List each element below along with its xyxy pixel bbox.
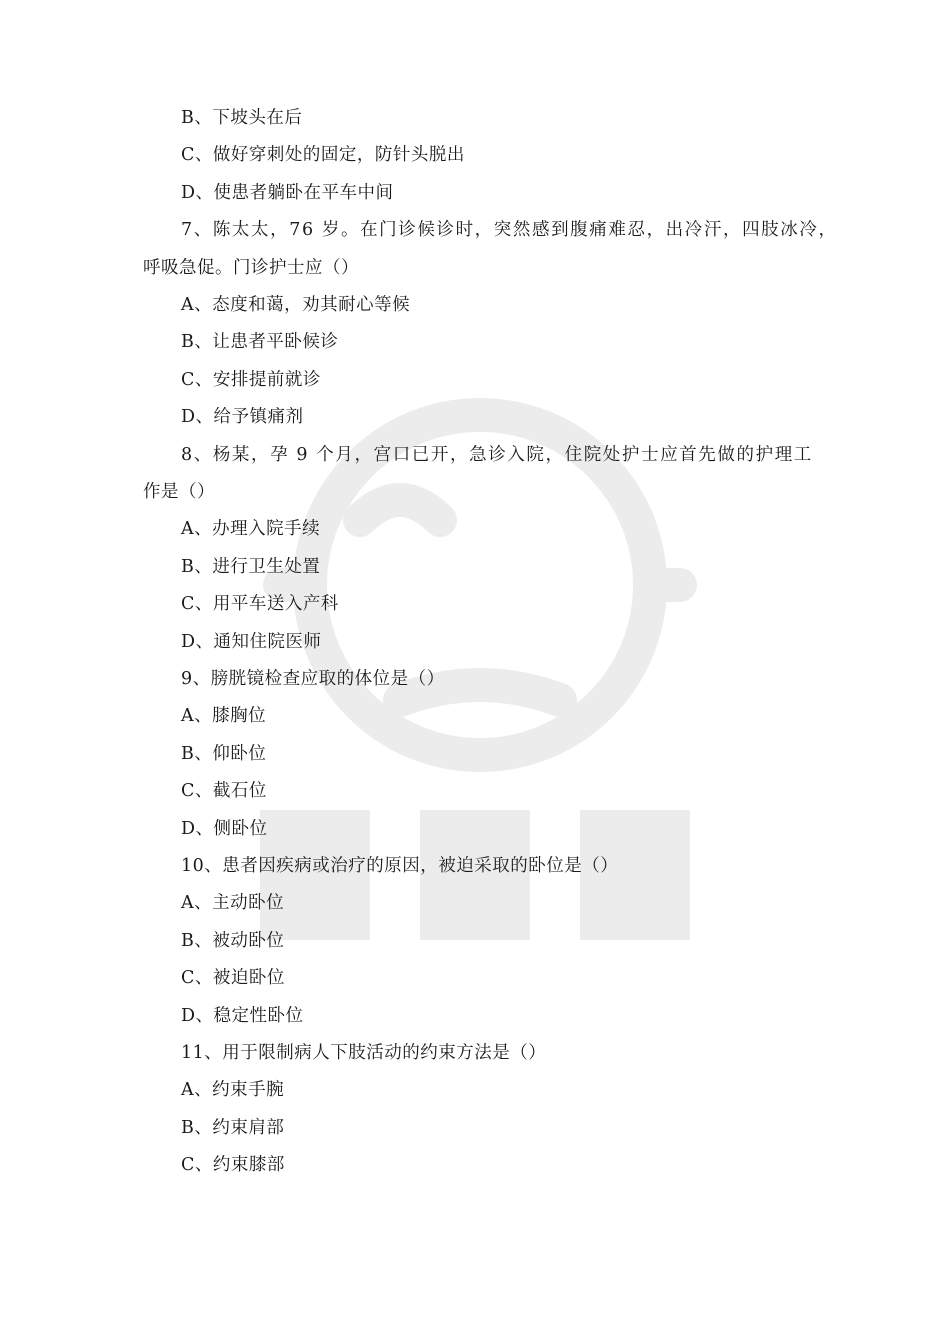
answer-option: B、约束肩部 <box>181 1118 285 1138</box>
question-text: 8、杨某，孕 9 个月，宫口已开，急诊入院，住院处护士应首先做的护理工 <box>181 445 813 465</box>
answer-option: A、膝胸位 <box>181 706 267 726</box>
answer-option: D、使患者躺卧在平车中间 <box>181 183 394 203</box>
answer-option: C、做好穿刺处的固定，防针头脱出 <box>181 145 465 165</box>
answer-option: D、稳定性卧位 <box>181 1006 304 1026</box>
answer-option: A、约束手腕 <box>181 1080 285 1100</box>
answer-option: A、办理入院手续 <box>181 519 321 539</box>
answer-option: C、截石位 <box>181 781 267 801</box>
answer-option: B、被动卧位 <box>181 931 285 951</box>
question-continuation: 呼吸急促。门诊护士应（） <box>143 258 359 278</box>
answer-option: A、主动卧位 <box>181 893 285 913</box>
question-text: 9、膀胱镜检查应取的体位是（） <box>181 669 445 689</box>
answer-option: A、态度和蔼，劝其耐心等候 <box>181 295 411 315</box>
answer-option: D、侧卧位 <box>181 819 268 839</box>
question-text: 11、用于限制病人下肢活动的约束方法是（） <box>181 1043 547 1063</box>
answer-option: B、进行卫生处置 <box>181 557 321 577</box>
answer-option: C、被迫卧位 <box>181 968 285 988</box>
answer-option: C、用平车送入产科 <box>181 594 339 614</box>
answer-option: C、约束膝部 <box>181 1155 285 1175</box>
answer-option: D、给予镇痛剂 <box>181 407 304 427</box>
question-text: 10、患者因疾病或治疗的原因，被迫采取的卧位是（） <box>181 856 619 876</box>
answer-option: B、下坡头在后 <box>181 108 303 128</box>
answer-option: B、让患者平卧候诊 <box>181 332 339 352</box>
answer-option: C、安排提前就诊 <box>181 370 321 390</box>
question-continuation: 作是（） <box>143 482 215 502</box>
answer-option: B、仰卧位 <box>181 744 267 764</box>
question-text: 7、陈太太，76 岁。在门诊候诊时，突然感到腹痛难忍，出冷汗，四肢冰冷， <box>181 220 838 240</box>
answer-option: D、通知住院医师 <box>181 632 322 652</box>
